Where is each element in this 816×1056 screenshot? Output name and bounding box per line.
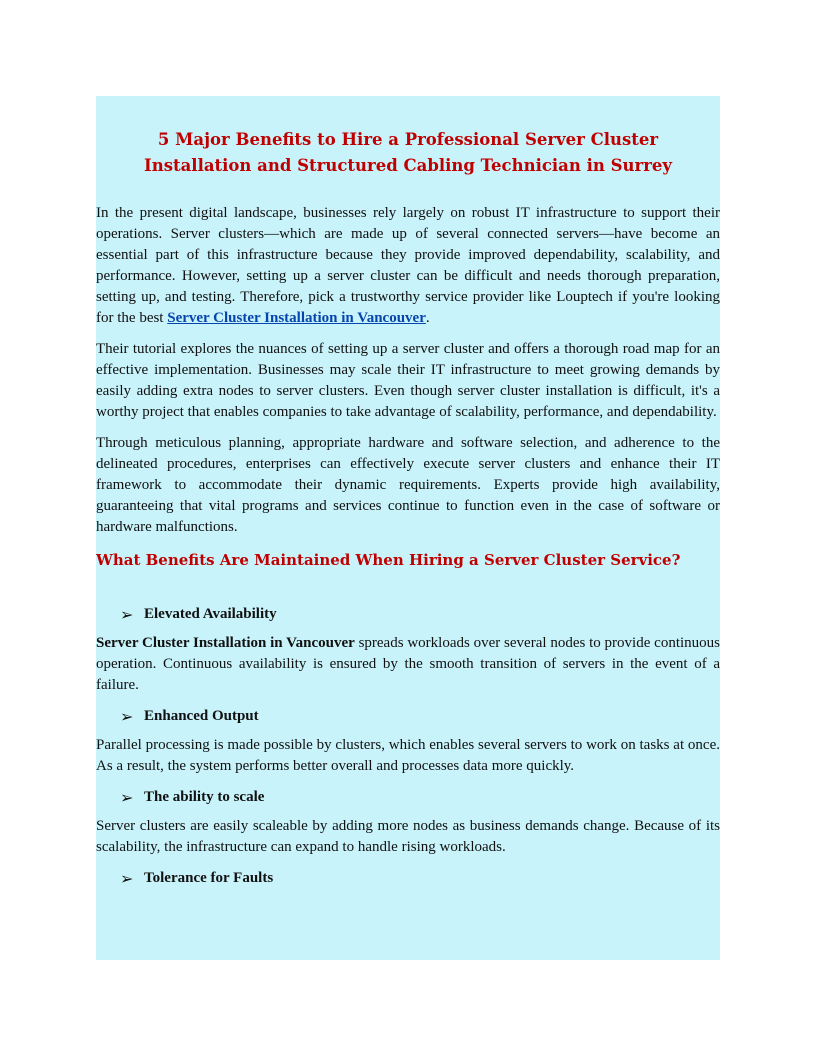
benefit-text-scale: Server clusters are easily scaleable by adding more nodes as business demands change. Because of its scalability, the infrastructure can expand to handle rising workloads.	[96, 818, 720, 855]
benefit-heading-label: Enhanced Output	[144, 708, 259, 724]
intro-text: In the present digital landscape, businesses rely largely on robust IT infrastructure to support their operations. Server clusters—which are made up of several connected servers—have become an essential part of this infrastructure because they provide improved dependability, scalability, and performance. However, setting up a server cluster can be difficult and needs thorough preparation, setting up, and testing. Therefore, pick a trustworthy service provider like Louptech if you're looking for the best	[96, 205, 720, 326]
document-title: 5 Major Benefits to Hire a Professional Server Cluster Installation and Structured Cabling Technician in Surrey	[143, 130, 673, 175]
benefit-heading-label: The ability to scale	[144, 789, 265, 805]
benefit-text-output: Parallel processing is made possible by clusters, which enables several servers to work on tasks at once. As a result, the system performs better overall and processes data more quickly.	[96, 737, 720, 774]
arrow-bullet-icon: ➢	[120, 869, 134, 888]
arrow-bullet-icon: ➢	[120, 788, 134, 807]
benefit-body: spreads workloads over several nodes to provide continuous operation. Continuous availability is ensured by the smooth transition of servers in the event of a failure.	[96, 635, 720, 693]
paragraph-tutorial: Their tutorial explores the nuances of setting up a server cluster and offers a thorough road map for an effective implementation. Businesses may scale their IT infrastructure to meet growing demands by easily adding extra nodes to server clusters. Even though server cluster installation is difficult, it's a worthy project that enables companies to take advantage of scalability, performance, and dependability.	[96, 341, 720, 420]
arrow-bullet-icon: ➢	[120, 707, 134, 726]
section-heading: What Benefits Are Maintained When Hiring a Server Cluster Service?	[96, 551, 681, 569]
arrow-bullet-icon: ➢	[120, 605, 134, 624]
benefit-heading-faults	[96, 868, 720, 889]
benefit-bold-lead: Server Cluster Installation in Vancouver	[96, 635, 355, 651]
benefit-heading-label: Elevated Availability	[144, 606, 277, 622]
benefit-heading-availability	[96, 604, 720, 625]
server-cluster-link[interactable]: Server Cluster Installation in Vancouver	[167, 310, 426, 326]
benefit-text-availability	[96, 633, 720, 696]
intro-paragraph	[96, 203, 720, 329]
benefit-heading-output	[96, 706, 720, 727]
benefit-heading-label: Tolerance for Faults	[144, 870, 274, 886]
benefit-heading-scale	[96, 787, 720, 808]
intro-text-end: .	[425, 310, 430, 326]
content-panel	[96, 96, 720, 960]
paragraph-planning: Through meticulous planning, appropriate hardware and software selection, and adherence to the delineated procedures, enterprises can effectively execute server clusters and enhance their IT framework to accommodate their dynamic requirements. Experts provide high availability, guaranteeing that vital programs and services continue to function even in the case of software or hardware malfunctions.	[96, 435, 720, 535]
